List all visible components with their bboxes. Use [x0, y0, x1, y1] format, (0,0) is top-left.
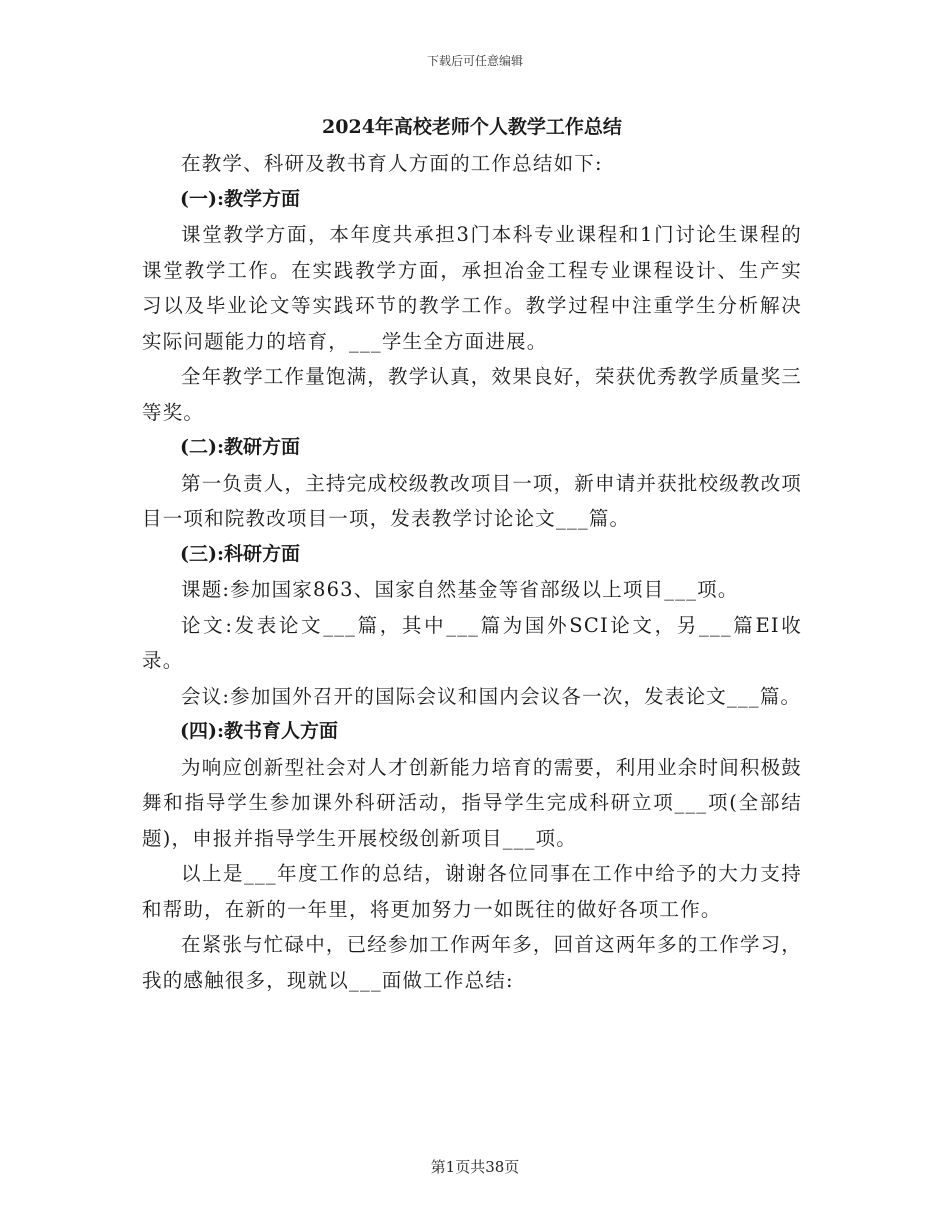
document-body [142, 112, 802, 998]
paragraph-research-projects: 课题:参加国家863、国家自然基金等省部级以上项目___项。 [181, 578, 739, 601]
intro-paragraph: 在教学、科研及教书育人方面的工作总结如下: [181, 152, 603, 175]
section-heading-teaching-research: (二):教研方面 [180, 436, 300, 458]
paragraph-teaching-classroom: 课堂教学方面，本年度共承担3门本科专业课程和1门讨论生课程的课堂教学工作。在实践教学方面，承担冶金工程专业课程设计、生产实习以及毕业论文等实践环节的教学工作。教学过程中注重学生分析解决实际问题能力的培育，___学生全方面进展。 [142, 223, 802, 353]
section-heading-mentoring: (四):教书育人方面 [180, 720, 338, 742]
paragraph-teaching-research: 第一负责人，主持完成校级教改项目一项，新申请并获批校级教改项目一项和院教改项目一项，发表教学讨论论文___篇。 [142, 471, 803, 530]
paragraph-research-conferences: 会议:参加国外召开的国际会议和国内会议各一次，发表论文___篇。 [181, 684, 802, 708]
document-title: 2024年高校老师个人教学工作总结 [322, 116, 622, 138]
paragraph-teaching-workload: 全年教学工作量饱满，教学认真，效果良好，荣获优秀教学质量奖三等奖。 [142, 365, 803, 424]
page-header-note: 下载后可任意编辑 [426, 54, 523, 68]
paragraph-closing: 在紧张与忙碌中，已经参加工作两年多，回首这两年多的工作学习，我的感触很多，现就以___面做工作总结: [142, 933, 803, 992]
section-heading-research: (三):科研方面 [180, 542, 300, 565]
paragraph-research-papers: 论文:发表论文___篇，其中___篇为国外SCI论文，另___篇EI收录。 [142, 613, 802, 672]
page-number-footer: 第1页共38页 [430, 1158, 520, 1176]
paragraph-mentoring: 为响应创新型社会对人才创新能力培育的需要，利用业余时间积极鼓舞和指导学生参加课外科研活动，指导学生完成科研立项___项(全部结题)，申报并指导学生开展校级创新项目___项。 [142, 755, 803, 850]
section-heading-teaching: (一):教学方面 [180, 187, 300, 210]
paragraph-summary: 以上是___年度工作的总结，谢谢各位同事在工作中给予的大力支持和帮助，在新的一年里，将更加努力一如既往的做好各项工作。 [142, 862, 802, 921]
